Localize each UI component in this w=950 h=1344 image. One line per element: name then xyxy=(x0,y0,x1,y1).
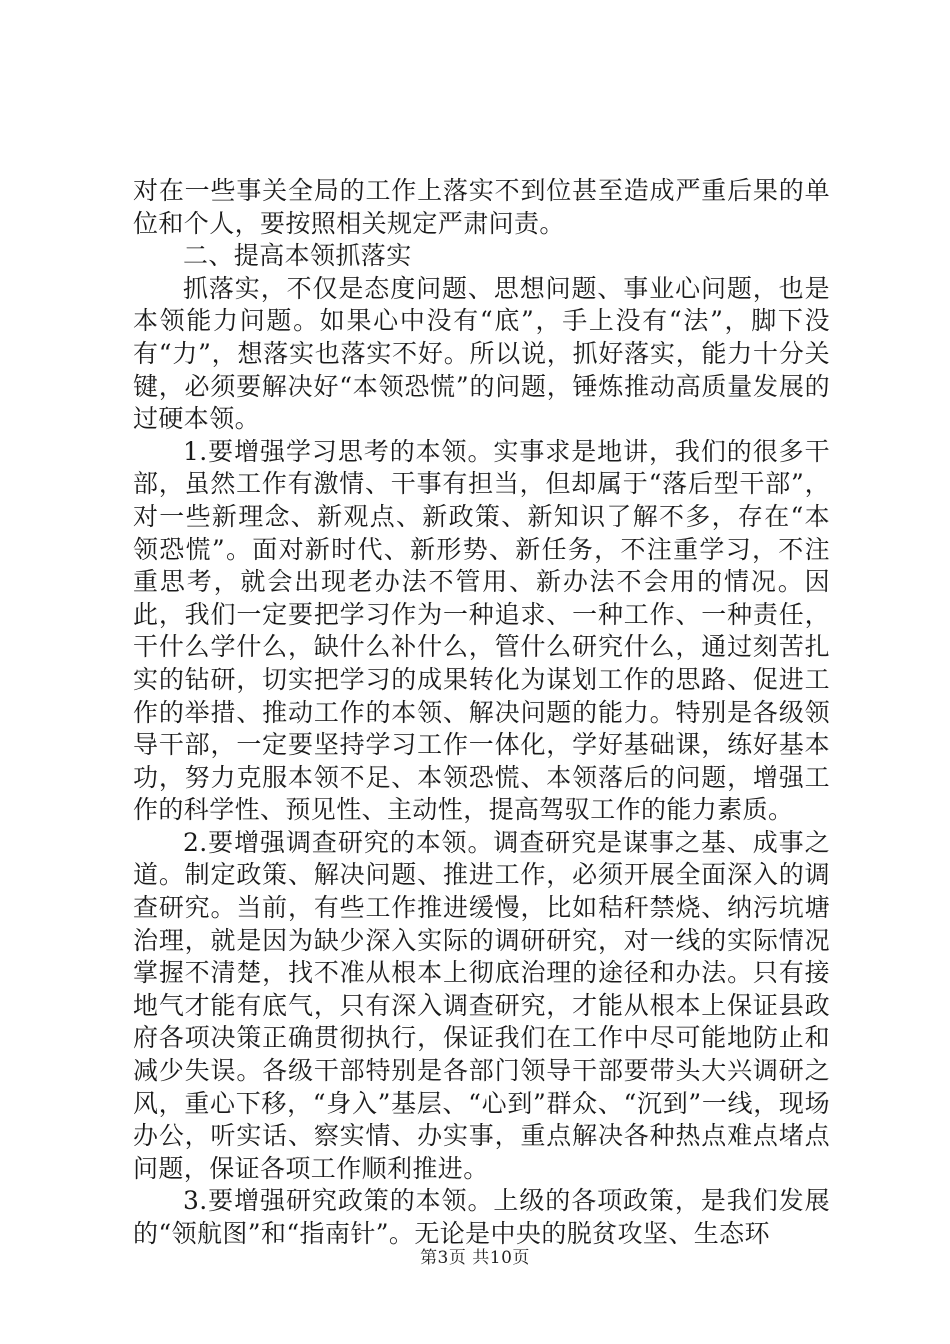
document-body xyxy=(133,175,830,1251)
paragraph-item-1: 1.要增强学习思考的本领。实事求是地讲，我们的很多干部，虽然工作有激情、干事有担当，但却属于“落后型干部”，对一些新理念、新观点、新政策、新知识了解不多，存在“本领恐慌”。面对新时代、新形势、新任务，不注重学习，不注重思考，就会出现老办法不管用、新办法不会用的情况。因此，我们一定要把学习作为一种追求、一种工作、一种责任，干什么学什么，缺什么补什么，管什么研究什么，通过刻苦扎实的钻研，切实把学习的成果转化为谋划工作的思路、促进工作的举措、推动工作的本领、解决问题的能力。特别是各级领导干部，一定要坚持学习工作一体化，学好基础课，练好基本功，努力克服本领不足、本领恐慌、本领落后的问题，增强工作的科学性、预见性、主动性，提高驾驭工作的能力素质。 xyxy=(133,436,830,825)
section-heading: 二、提高本领抓落实 xyxy=(183,241,412,271)
page-number-label: 第3页 共10页 xyxy=(420,1248,530,1268)
paragraph-item-3: 3.要增强研究政策的本领。上级的各项政策，是我们发展的“领航图”和“指南针”。无论是中央的脱贫攻坚、生态环 xyxy=(133,1186,830,1248)
paragraph-item-2: 2.要增强调查研究的本领。调查研究是谋事之基、成事之道。制定政策、解决问题、推进工作，必须开展全面深入的调查研究。当前，有些工作推进缓慢，比如秸秆禁烧、纳污坑塘治理，就是因为缺少深入实际的调研研究，对一线的实际情况掌握不清楚，找不准从根本上彻底治理的途径和办法。只有接地气才能有底气，只有深入调查研究，才能从根本上保证县政府各项决策正确贯彻执行，保证我们在工作中尽可能地防止和减少失误。各级干部特别是各部门领导干部要带头大兴调研之风，重心下移，“身入”基层、“心到”群众、“沉到”一线，现场办公，听实话、察实情、办实事，重点解决各种热点难点堵点问题，保证各项工作顺利推进。 xyxy=(133,827,830,1183)
paragraph-continuation: 对在一些事关全局的工作上落实不到位甚至造成严重后果的单位和个人，要按照相关规定严肃问责。 xyxy=(133,176,830,238)
page-footer xyxy=(0,1243,950,1268)
paragraph-intro: 抓落实，不仅是态度问题、思想问题、事业心问题，也是本领能力问题。如果心中没有“底”，手上没有“法”，脚下没有“力”，想落实也落实不好。所以说，抓好落实，能力十分关键，必须要解决好“本领恐慌”的问题，锤炼推动高质量发展的过硬本领。 xyxy=(133,273,830,434)
